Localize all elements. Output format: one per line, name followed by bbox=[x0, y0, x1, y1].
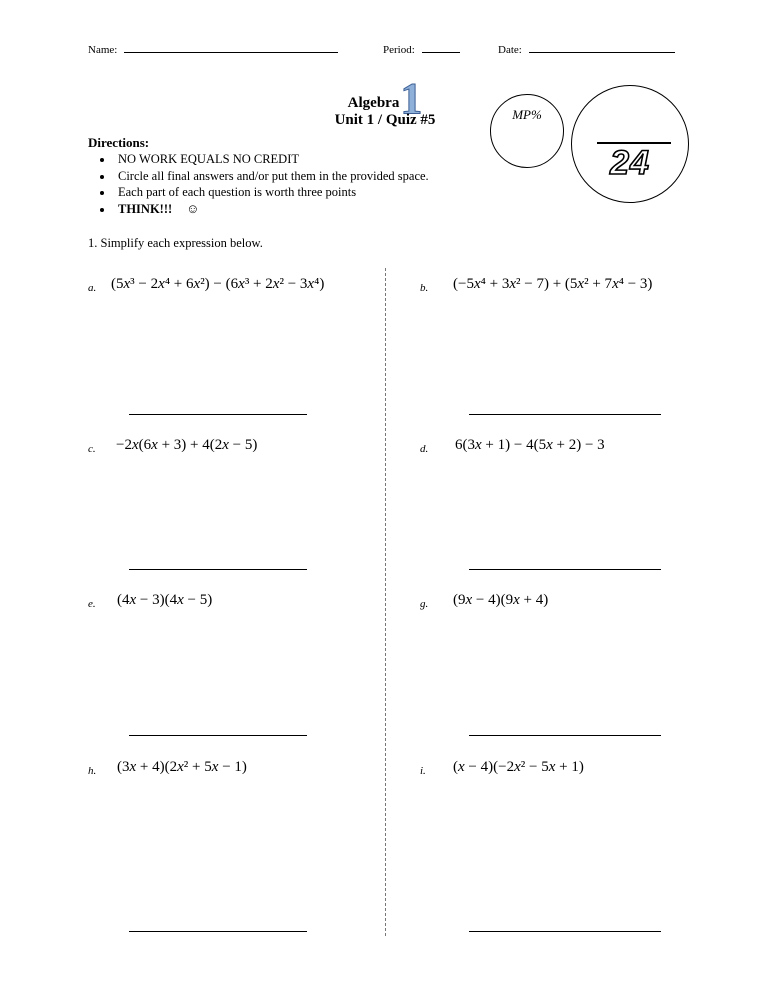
directions-list bbox=[96, 151, 429, 217]
direction-item: • Each part of each question is worth three points bbox=[114, 184, 429, 201]
name-label: Name: bbox=[88, 44, 118, 56]
date-blank[interactable] bbox=[529, 41, 675, 53]
period-label: Period: bbox=[383, 44, 415, 56]
part-expression: (−5x⁴ + 3x² − 7) + (5x² + 7x⁴ − 3) bbox=[453, 276, 653, 292]
course-name: Algebra bbox=[347, 95, 400, 111]
part-expression: (4x − 3)(4x − 5) bbox=[117, 592, 213, 608]
part-label: i. bbox=[420, 765, 426, 777]
part-expression: −2x(6x + 3) + 4(2x − 5) bbox=[116, 437, 258, 453]
direction-item bbox=[114, 201, 429, 218]
part-expression: (x − 4)(−2x² − 5x + 1) bbox=[453, 759, 584, 775]
score-circle bbox=[571, 85, 689, 203]
direction-item: • Circle all final answers and/or put them in the provided space. bbox=[114, 168, 429, 185]
answer-blank[interactable] bbox=[129, 414, 307, 415]
part-expression: (9x − 4)(9x + 4) bbox=[453, 592, 549, 608]
directions-heading: Directions: bbox=[88, 135, 150, 150]
answer-blank[interactable] bbox=[129, 569, 307, 570]
answer-blank[interactable] bbox=[469, 414, 661, 415]
part-label: h. bbox=[88, 765, 97, 777]
period-blank[interactable] bbox=[422, 41, 460, 53]
date-label: Date: bbox=[498, 44, 522, 56]
smiley-icon: ☺ bbox=[186, 200, 200, 216]
part-expression: (3x + 4)(2x² + 5x − 1) bbox=[117, 759, 247, 775]
part-expression: (5x³ − 2x⁴ + 6x²) − (6x³ + 2x² − 3x⁴) bbox=[111, 276, 325, 292]
part-label: a. bbox=[88, 282, 97, 294]
mp-label: MP% bbox=[512, 107, 542, 122]
part-expression: 6(3x + 1) − 4(5x + 2) − 3 bbox=[455, 437, 605, 453]
answer-blank[interactable] bbox=[469, 735, 661, 736]
score-total: 24 bbox=[610, 144, 650, 182]
part-label: c. bbox=[88, 443, 96, 455]
direction-item: • NO WORK EQUALS NO CREDIT bbox=[114, 151, 429, 168]
column-divider bbox=[385, 268, 386, 936]
question-prompt: 1. Simplify each expression below. bbox=[88, 236, 263, 250]
part-label: g. bbox=[420, 598, 429, 610]
name-field bbox=[88, 41, 338, 56]
mp-circle bbox=[490, 94, 564, 168]
answer-blank[interactable] bbox=[129, 735, 307, 736]
direction-think: THINK!!! bbox=[118, 201, 173, 216]
answer-blank[interactable] bbox=[469, 569, 661, 570]
course-number-logo: 1 bbox=[400, 74, 423, 123]
part-label: b. bbox=[420, 282, 429, 294]
date-field bbox=[498, 41, 675, 56]
name-blank[interactable] bbox=[124, 41, 338, 53]
period-field bbox=[383, 41, 460, 56]
part-label: e. bbox=[88, 598, 96, 610]
part-label: d. bbox=[420, 443, 429, 455]
answer-blank[interactable] bbox=[129, 931, 307, 932]
answer-blank[interactable] bbox=[469, 931, 661, 932]
quiz-title: Unit 1 / Quiz #5 bbox=[334, 112, 436, 128]
